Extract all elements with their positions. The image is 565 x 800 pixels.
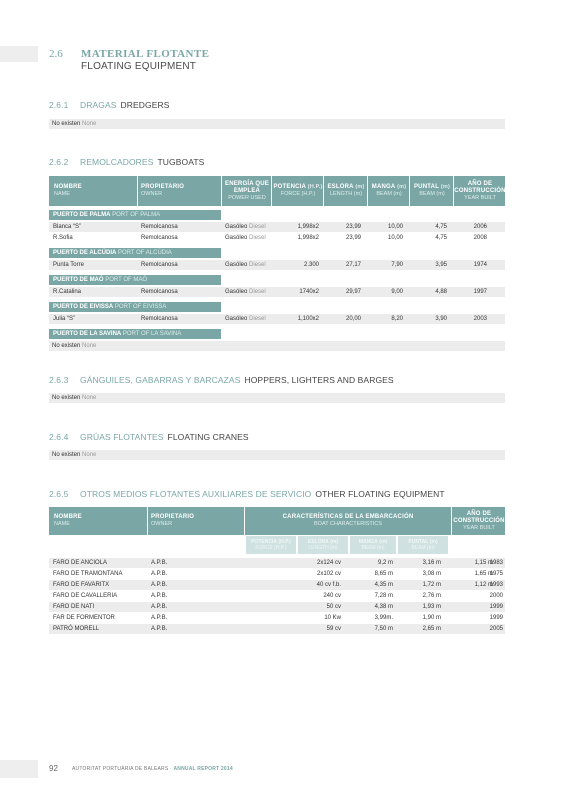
header-year: AÑO DE CONSTRUCCIÓN YEAR BUILT — [453, 510, 505, 531]
footer-text: AUTORITAT PORTUÀRIA DE BALEARS · ANNUAL REPORT 2014 — [72, 766, 233, 772]
page-number: 92 — [49, 764, 58, 773]
table-row: FARO DE CAVALLERIA A.P.B. 240 cv 7,28 m 2,76 m 2000 — [53, 593, 503, 599]
table-row: FARO DE NATI A.P.B. 50 cv 4,38 m 1,93 m 1999 — [49, 602, 505, 612]
port-eivissa: PUERTO DE EIVISSA PORT OF EIVISSA — [49, 302, 221, 312]
subheader-length: ESLORA (m) LENGTH (m) — [298, 536, 348, 554]
table-row: FAR DE FORMENTOR A.P.B. 10 Kw 3,99m. 1,90 m 1999 — [53, 615, 503, 621]
cranes-heading: 2.6.4 GRÚAS FLOTANTES FLOATING CRANES — [49, 432, 249, 442]
cranes-none: No existen None — [49, 450, 505, 460]
sidebar-tab — [0, 46, 38, 62]
header-owner: PROPIETARIO OWNER — [141, 184, 185, 197]
table-row: FARO DE FAVARITX A.P.B. 40 cv f.b. 4,35 m 1,72 m 1,12 m 1993 — [49, 580, 505, 590]
footer-tab — [0, 760, 38, 778]
page-footer — [0, 760, 565, 778]
subheader-force: POTENCIA (H.P.) FORCE (H.P.) — [246, 536, 296, 554]
table-row: PATRÓ MORELL A.P.B. 59 cv 7,50 m 2,65 m 2005 — [49, 624, 505, 634]
hoppers-none: No existen None — [49, 393, 505, 403]
port-alcudia: PUERTO DE ALCÚDIA PORT OF ALCÚDIA — [49, 248, 221, 258]
section-subtitle: FLOATING EQUIPMENT — [81, 61, 197, 72]
header-characteristics: CARACTERÍSTICAS DE LA EMBARCACIÓN BOAT CHARACTERISTICS — [282, 514, 414, 527]
header-length: ESLORA (m) LENGTH (m) — [327, 184, 365, 197]
other-table-header — [49, 507, 505, 535]
table-row: FARO DE TRAMONTANA A.P.B. 2x102 cv 8,65 m 3,08 m 1,65 m 1975 — [53, 571, 503, 577]
table-row: Punta Torre Remolcanosa Gasóleo Diesel 2.300 27,17 7,90 3,95 1974 — [49, 260, 505, 270]
subheader-beam: MANGA (m) BEAM (m) — [350, 536, 396, 554]
table-row: FARO DE ANCIOLA A.P.B. 2x124 cv 9,2 m 3,16 m 1,15 m 1983 — [49, 558, 505, 568]
header-name: NOMBRE NAME — [54, 514, 82, 527]
table-row: Julia “S” Remolcanosa Gasóleo Diesel 1,100x2 20,00 8,20 3,90 2003 — [49, 314, 505, 324]
header-name: NOMBRE NAME — [54, 184, 82, 197]
section-title: MATERIAL FLOTANTE — [81, 48, 210, 60]
hoppers-heading: 2.6.3 GÁNGUILES, GABARRAS Y BARCAZAS HOPPERS, LIGHTERS AND BARGES — [49, 375, 394, 385]
dredgers-heading: 2.6.1 DRAGAS DREDGERS — [49, 100, 170, 110]
la-savina-none: No existen None — [49, 341, 505, 351]
header-owner: PROPIETARIO OWNER — [151, 514, 195, 527]
header-power: ENERGÍA QUE EMPLEA POWER USED — [225, 180, 269, 201]
port-la-savina: PUERTO DE LA SAVINA PORT OF LA SAVINA — [49, 329, 221, 339]
header-beam: MANGA (m) BEAM (m) — [371, 184, 407, 197]
table-row: R.Sofia Remolcanosa Gasóleo Diesel 1,998x2 23,99 10,00 4,75 2008 — [53, 235, 487, 241]
dredgers-none: No existen None — [49, 119, 505, 129]
table-row: Blanca “S” Remolcanosa Gasóleo Diesel 1,998x2 23,99 10,00 4,75 2006 — [49, 222, 505, 232]
table-row: R.Catalina Remolcanosa Gasóleo Diesel 1740x2 29,97 9,00 4,88 1997 — [49, 287, 505, 297]
header-year: AÑO DE CONSTRUCCIÓN YEAR BUILT — [454, 180, 506, 201]
port-mao: PUERTO DE MAÓ PORT OF MAÓ — [49, 275, 221, 285]
section-number: 2.6 — [49, 48, 63, 60]
header-depth: PUNTAL (m) BEAM (m) — [413, 184, 450, 197]
tugboats-table-header — [49, 176, 505, 206]
port-palma: PUERTO DE PALMA PORT OF PALMA — [49, 210, 221, 220]
header-force: POTENCIA (H.P.) FORCE (H.P.) — [273, 184, 323, 197]
tugboats-heading: 2.6.2 REMOLCADORES TUGBOATS — [49, 157, 205, 167]
other-heading: 2.6.5 OTROS MEDIOS FLOTANTES AUXILIARES DE SERVICIO OTHER FLOATING EQUIPMENT — [49, 489, 445, 499]
subheader-depth: PUNTAL (m) BEAM (m) — [398, 536, 448, 554]
